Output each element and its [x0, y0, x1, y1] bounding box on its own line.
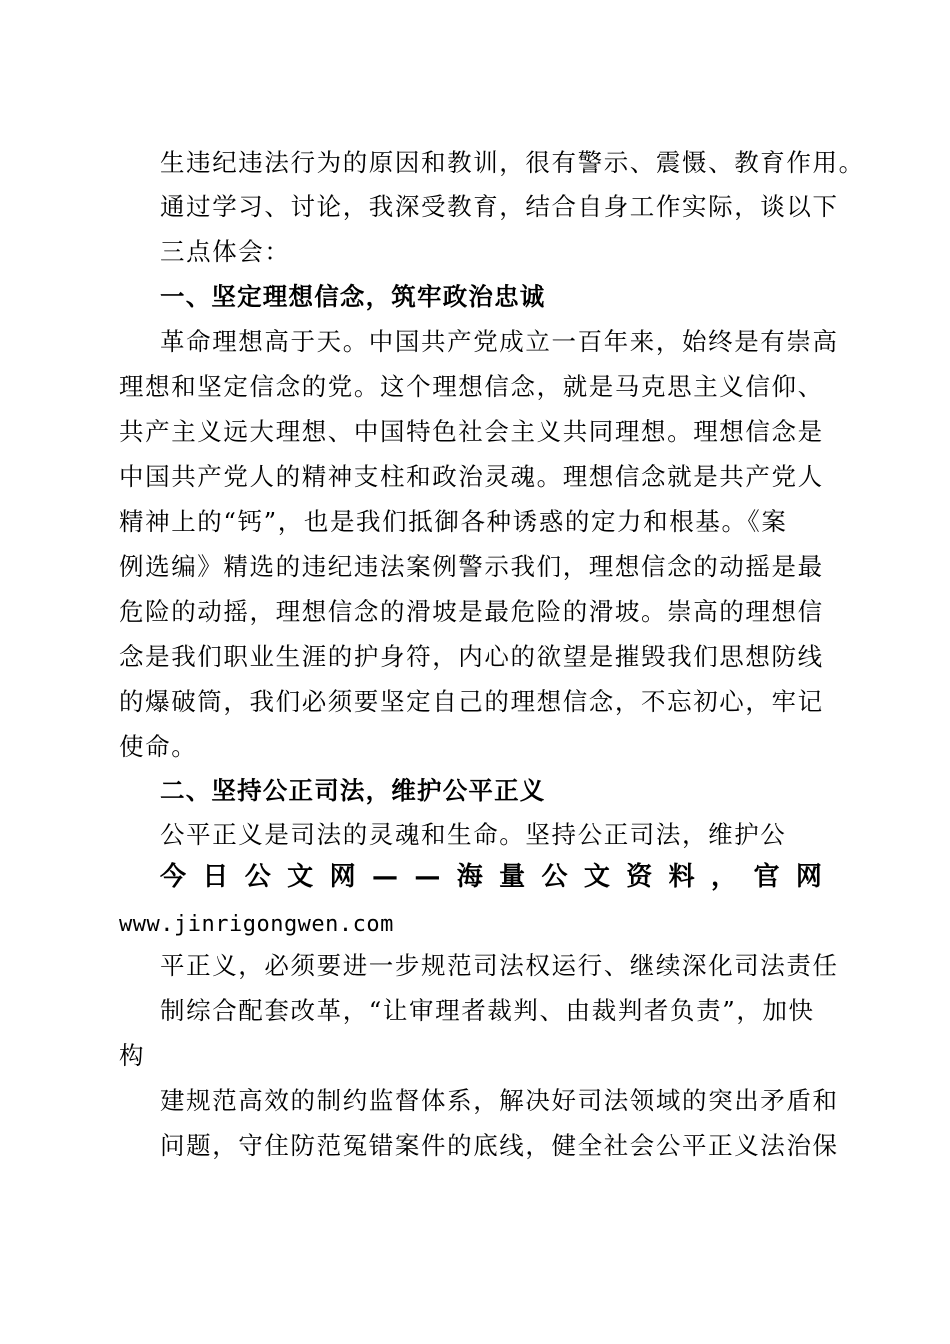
- watermark-char: 海: [456, 862, 483, 892]
- body-text-line: 构: [119, 1041, 146, 1070]
- watermark-char: 今: [160, 862, 187, 892]
- watermark-char: ，: [711, 862, 738, 892]
- watermark-char: 网: [795, 862, 822, 892]
- watermark-char: 文: [583, 862, 610, 892]
- body-text-line: 革命理想高于天。中国共产党成立一百年来，始终是有崇高: [160, 327, 839, 356]
- body-text-line: 问题，守住防范冤错案件的底线，健全社会公平正义法治保: [160, 1131, 839, 1160]
- body-text-line: 三点体会：: [160, 237, 291, 266]
- watermark-char: —: [414, 862, 441, 892]
- section-heading-1: 一、坚定理想信念，筑牢政治忠诚: [160, 282, 546, 311]
- body-text-line: 的爆破筒，我们必须要坚定自己的理想信念，不忘初心，牢记: [119, 687, 824, 716]
- body-text-line: 危险的动摇，理想信念的滑坡是最危险的滑坡。崇高的理想信: [119, 597, 824, 626]
- watermark-char: 资: [626, 862, 653, 892]
- body-text-line: 平正义，必须要进一步规范司法权运行、继续深化司法责任: [160, 951, 839, 980]
- watermark-char: 官: [753, 862, 780, 892]
- watermark-char: 料: [668, 862, 695, 892]
- watermark-char: 日: [202, 862, 229, 892]
- body-text-line: 制综合配套改革，“让审理者裁判、由裁判者负责”，加快: [160, 996, 815, 1025]
- section-heading-2: 二、坚持公正司法，维护公平正义: [160, 776, 546, 805]
- watermark-char: —: [371, 862, 398, 892]
- body-text-line: 公平正义是司法的灵魂和生命。坚持公正司法，维护公: [160, 820, 787, 849]
- watermark-char: 文: [287, 862, 314, 892]
- body-text-line: 例选编》精选的违纪违法案例警示我们，理想信念的动摇是最: [119, 552, 824, 581]
- body-text-line: 使命。: [119, 732, 198, 761]
- body-text-line: 建规范高效的制约监督体系，解决好司法领域的突出矛盾和: [160, 1086, 839, 1115]
- watermark-char: 网: [329, 862, 356, 892]
- body-text-line: 精神上的“钙”，也是我们抵御各种诱惑的定力和根基。《案: [119, 507, 788, 536]
- watermark-url: www.jinrigongwen.com: [119, 912, 394, 937]
- watermark-char: 公: [541, 862, 568, 892]
- body-text-line: 中国共产党人的精神支柱和政治灵魂。理想信念就是共产党人: [119, 462, 824, 491]
- body-text-line: 念是我们职业生涯的护身符，内心的欲望是摧毁我们思想防线: [119, 642, 824, 671]
- body-text-line: 生违纪违法行为的原因和教训，很有警示、震慑、教育作用。: [160, 148, 865, 177]
- watermark-char: 量: [499, 862, 526, 892]
- watermark-char: 公: [244, 862, 271, 892]
- watermark-title: [160, 860, 822, 894]
- body-text-line: 通过学习、讨论，我深受教育，结合自身工作实际，谈以下: [160, 192, 839, 221]
- body-text-line: 理想和坚定信念的党。这个理想信念，就是马克思主义信仰、: [119, 372, 824, 401]
- body-text-line: 共产主义远大理想、中国特色社会主义共同理想。理想信念是: [119, 417, 824, 446]
